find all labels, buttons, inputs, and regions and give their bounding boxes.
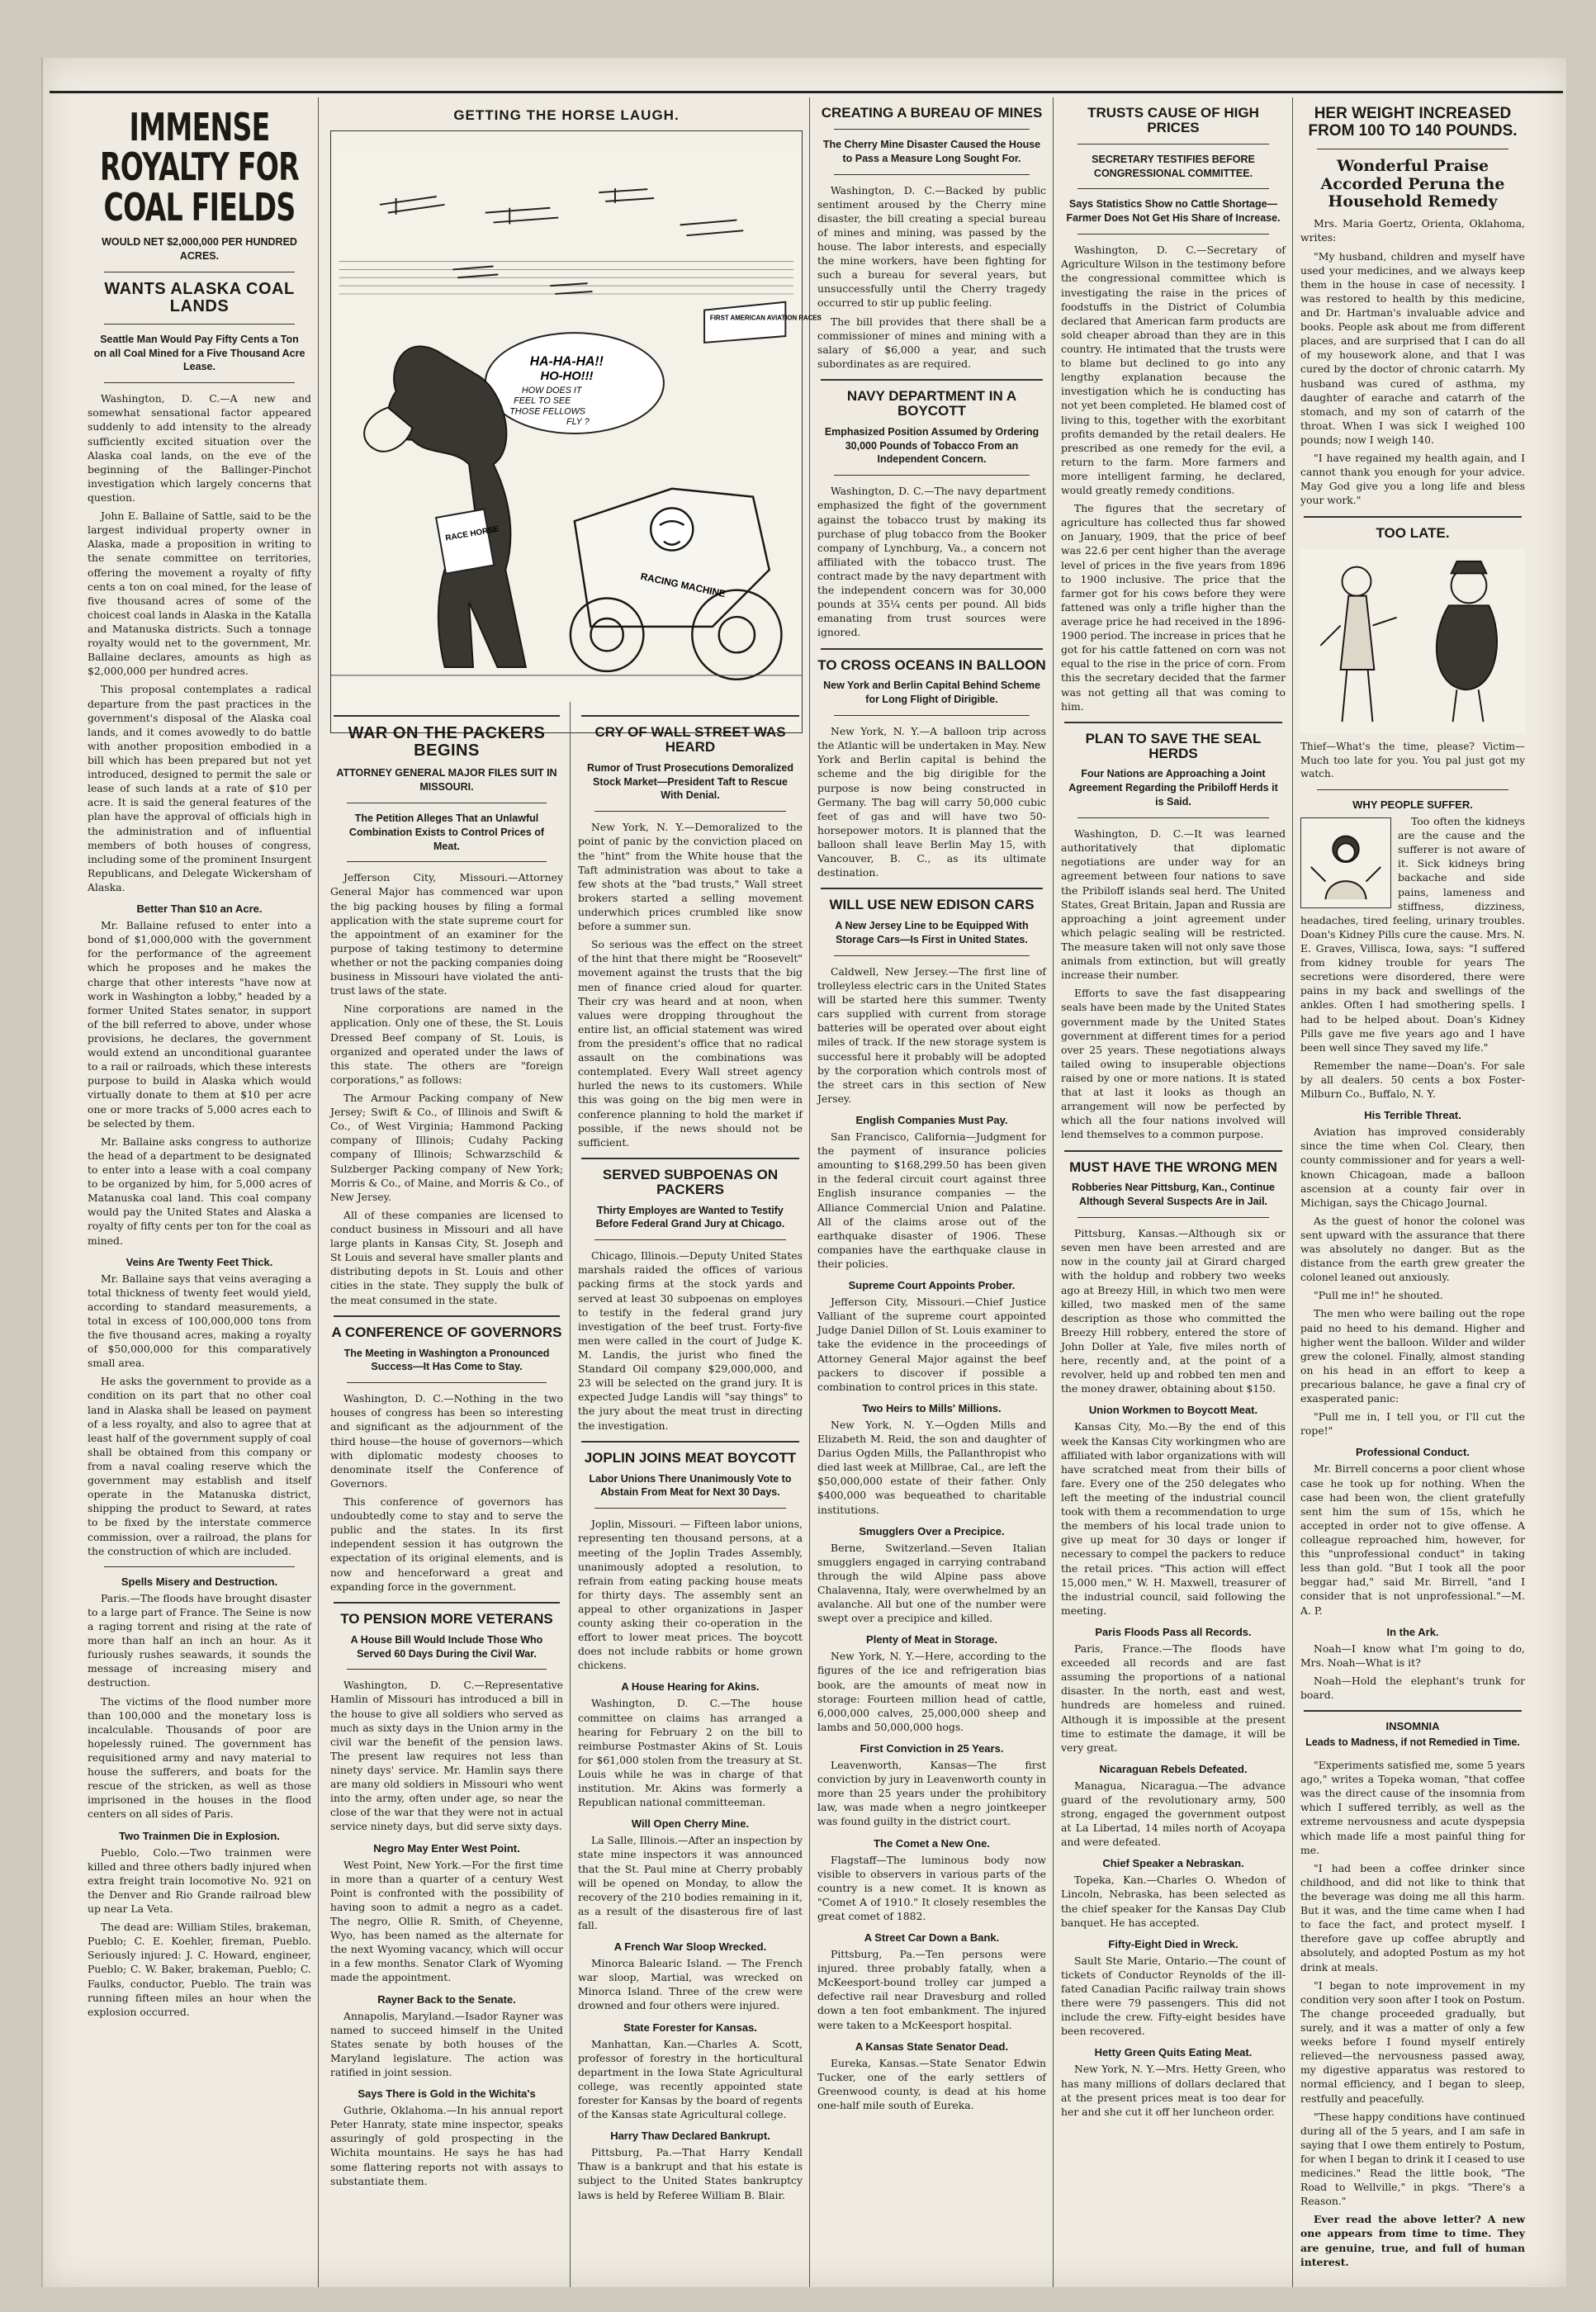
paragraph: So serious was the effect on the street of the hint that there might be "Roosevelt" movement against the trusts that the big men of finance cried aloud for quarter. Their cry was heard and at noon, when values were dropping throughout the entire list, an official statement was wired from the president's office that no radical assault on the combinations was contemplated. Every Wall street agency hurled the news to its customers. While this was going on the big men were in conference planning to hold the market if possible, if the news should not be sufficient.: [578, 938, 803, 1149]
paragraph: Topeka, Kan.—Charles O. Whedon of Lincoln, Nebraska, has been selected as the chief speaker for the Kansas Day Club banquet. He has accepted.: [1061, 1874, 1286, 1929]
paragraph: Washington, D. C.—Nothing in the two houses of congress has been so interesting and significant as the adjournment of the third house—the house of governors—which with diplomatic modesty chooses to denominate itself the Conference of Governors.: [330, 1392, 563, 1490]
headline-insomnia: INSOMNIA: [1385, 1720, 1440, 1733]
divider: [1077, 817, 1269, 818]
paragraph: John E. Ballaine of Sattle, said to be the largest individual property owner in Alaska, made a proposition in writing to the senate committee on territories, offering the movement a royalty of fifty cents a ton on coal mined, for the lease of five thousand acres of some of the choicest coal lands in Alaska in the Katalla and Matanuska districts. Such a tonnage royalty would net to the government, Mr. Ballaine declares, amounts as high as $2,000,000 per hundred acres.: [88, 509, 311, 678]
deck: The Petition Alleges That an Unlawful Combination Exists to Control Prices of Meat.: [348, 812, 545, 852]
paragraph: Ever read the above letter? A new one appears from time to time. They are genuine, true, and full of human interest.: [1300, 2213, 1525, 2268]
divider: [594, 1508, 786, 1509]
paragraph: Noah—I know what I'm going to do, Mrs. Noah—What is it?: [1300, 1642, 1525, 1669]
column-5: [1054, 97, 1292, 2287]
paragraph: Mr. Ballaine says that veins averaging a total thickness of twenty feet would yield, according to standard measurements, a total in excess of 100,000,000 tons from the five thousand acres, making a royalty of $50,000,000 for this comparatively small area.: [88, 1272, 311, 1370]
paragraph: Mr. Birrell concerns a poor client whose case he took up for nothing. When the case had been won, the client gratefully sent him the sum of 15s, which he accepted in order not to give offense. A colleague reproached him, however, for this "unprofessional conduct" in taking less than gold. "But I took all the poor beggar had," said Mr. Birrell, "and I consider that is not unprofessional."—M. A. P.: [1300, 1462, 1525, 1617]
paragraph: Kansas City, Mo.—By the end of this week the Kansas City workingmen who are affiliated with labor organizations with will have scratched meat from their bills of fare. Every one of the 250 delegates who left the meeting of the industrial council took with them a recommendation to urge the members of his local trade union to give up meat for 30 days or longer if necessary to compel the packers to reduce the retail prices. "This action will effect 15,000 men," W. H. Maxwell, treasurer of the industrial council, said following the meeting.: [1061, 1420, 1286, 1617]
paragraph: New York, N. Y.—Demoralized to the point of panic by the conviction placed on the "hint" from the White house that the Taft administration was about to take a few shots at the "bad trusts," Wall street brokers started a selling movement underwhich prices crumbled like snow before a summer sun.: [578, 821, 803, 933]
divider: [821, 888, 1043, 889]
subhead: The Comet a New One.: [874, 1836, 990, 1850]
divider: [581, 1441, 799, 1443]
subhead: First Conviction in 25 Years.: [860, 1741, 1004, 1755]
paragraph: "These happy conditions have continued during all of the 5 years, and I am safe in saying that I owe them entirely to Postum, for when I began to drink it I ceased to use medicines." Read the little book, "The Road to Wellville," in pkgs. "There's a Reason.": [1300, 2110, 1525, 2208]
headline-wrong-men: MUST HAVE THE WRONG MEN: [1069, 1158, 1277, 1175]
paragraph: Washington, D. C.—Representative Hamlin of Missouri has introduced a bill in the house to give all soldiers who served as much as sixty days in the Union army in the civil war the benefit of the pension laws. The present law requires not less than ninety days' service. Mr. Hamlin says there are many old soldiers in Missouri who went into the army, often under age, so near the close of the war that they were not in actual service ninety days, but did serve sixty days.: [330, 1679, 563, 1833]
subhead: Rayner Back to the Senate.: [377, 1992, 516, 2006]
paragraph: Washington, D. C.—It was learned authoritatively that diplomatic negotiations are under way for an agreement between four nations to save the Pribiloff islands seal herd. The United States, Great Britain, Japan and Russia are approaching a joint agreement under which pelagic sealing will be restricted. The measure taken will not only save those animals from extinction, but will greatly increase their number.: [1061, 827, 1286, 982]
paragraph: Washington, D. C.—The house committee on claims has arranged a hearing for February 2 on the bill to reimburse Postmaster Akins of St. Louis for $61,000 stolen from the treasury at St. Louis while he was in charge of that institution. Mr. Akins was formerly a Republican national committeeman.: [578, 1697, 803, 1809]
paragraph: Remember the name—Doan's. For sale by all dealers. 50 cents a box Foster-Milburn Co., Buffalo, N. Y.: [1300, 1059, 1525, 1101]
paragraph: Washington, D. C.—Secretary of Agriculture Wilson in the testimony before the congressional committee which is investigating the raise in the prices of foodstuffs in the District of Columbia declared that American farm products are sold cheaper abroad than they are in this country. He intimated that the trusts were to blame but declined to go into any lengthy explanation because the investigation which he is conducting has not yet been completed. He blamed cost of living to this, together with the exorbitant profits demanded by the retail dealers. He prescribed as one remedy for the evil, a return to the farm. More farmers and more intelligent farming, he declared, would greatly remedy conditions.: [1061, 244, 1286, 497]
divider: [347, 861, 547, 862]
speech-line: FLY ?: [566, 417, 590, 428]
paragraph: "My husband, children and myself have used your medicines, and we always keep them in the house in case of necessity. I was restored to health by this medicine, and Dr. Hartman's invaluable advice and books. People ask about me from different places, and are surprised that I can do all of my housework alone, and that I was cured by the doctor of chronic catarrh. My husband was cured of asthma, my daughter of earache and catarrh of the stomach, and my son of catarrh of the throat. When I was sick I weighed 100 pounds; now I weigh 140.: [1300, 249, 1525, 446]
headline-packers: WAR ON THE PACKERS BEGINS: [348, 724, 546, 760]
divider: [834, 129, 1030, 130]
column-rule: [570, 702, 571, 2287]
paragraph: The victims of the flood number more than 100,000 and the monetary loss is incalculable. Thousands of poor are hopelessly ruined. The government has requisitioned army and navy material to house the sufferers, and boats for the rescue of the stricken, as well as those imprisoned in the houses in the flood centers on all sides of Paris.: [88, 1694, 311, 1821]
deck: Emphasized Position Assumed by Ordering 30,000 Pounds of Tobacco From an Independent Concern.: [824, 425, 1040, 466]
deck: Says Statistics Show no Cattle Shortage—Farmer Does Not Get His Share of Increase.: [1066, 198, 1281, 225]
paragraph: "I began to note improvement in my condition very soon after I took on Postum. The change proceeded gradually, but surely, and it was a matter of only a few weeks before I found myself entirely relieved—the nervousness passed away, my digestive apparatus was restored to normal efficiency, and I began to sleep, restfully and peacefully.: [1300, 1978, 1525, 2105]
divider: [347, 1669, 547, 1670]
paragraph: "I have regained my health again, and I cannot thank you enough for your advice. May God give you a long life and bless your work.": [1300, 452, 1525, 507]
headline-why-suffer: WHY PEOPLE SUFFER.: [1352, 798, 1473, 811]
deck: New York and Berlin Capital Behind Scheme for Long Flight of Dirigible.: [823, 680, 1040, 706]
subhead: In the Ark.: [1386, 1625, 1439, 1638]
paragraph: "Experiments satisfied me, some 5 years ago," writes a Topeka woman, "that coffee was the direct cause of the insomnia from which I suffered terribly, as well as the extreme nervousness and acute dyspepsia which made life a most painful thing for me.: [1300, 1758, 1525, 1856]
paragraph: The figures that the secretary of agriculture has collected thus far showed on January, 1909, that the price of beef was 22.6 per cent higher than the average level of prices in the five years from 1896 to 1900 inclusive. The price that the farmer got for his cows before they were fattened was only a trifle higher than the average price he had received in the 1896-1900 period. The increase in prices that he got for his cattle fattened on corn was not equal to the rise in the price of corn. From this the secretary decided that the farmer was not getting all that was coming to him.: [1061, 502, 1286, 713]
deck: WOULD NET $2,000,000 PER HUNDRED ACRES.: [102, 235, 297, 262]
deck: The Cherry Mine Disaster Caused the House to Pass a Measure Long Sought For.: [822, 138, 1041, 164]
deck: Thirty Employes are Wanted to Testify Before Federal Grand Jury at Chicago.: [595, 1204, 785, 1230]
paragraph: All of these companies are licensed to conduct business in Missouri and all have large plants in Kansas City, St. Joseph and St Louis and several have smaller plants and distributing depots in St. Louis and other cities in the state. They supply the bulk of the meat consumed in the state.: [330, 1208, 563, 1306]
subhead: English Companies Must Pay.: [855, 1114, 1008, 1127]
paragraph: This proposal contemplates a radical departure from the past practices in the government's disposal of the Alaska coal lands, and it comes avowedly to do battle with another proposition embodied in a bill which has been prepared but not yet introduced, designed to permit the sale or lease of such lands at a rate of $10 per acre. It is said the general features of the plan have the approval of officials high in the administration and of influential members of both houses of congress, including some of the prominent Insurgent Republicans, and Delegate Wickersham of Alaska.: [88, 683, 311, 893]
paragraph: Efforts to save the fast disappearing seals have been made by the United States government made by the United States government at different times for a period over 25 years. These negotiations always tailed owing to insuperable objections raised by one or more nations. It is stated that at last it looks as though an arrangement will now be perfected by which all the four nations involved will lend themselves to a common purpose.: [1061, 987, 1286, 1141]
paragraph: The dead are: William Stiles, brakeman, Pueblo; C. E. Koehler, fireman, Pueblo. Seriously injured: J. C. Howard, engineer, Pueblo; C. W. Baker, brakeman, Pueblo; C. Faulks, conductor, Pueblo. The train was running fifteen miles an hour when the explosion occurred.: [88, 1921, 311, 2018]
subhead: Smugglers Over a Precipice.: [859, 1524, 1005, 1537]
divider: [594, 1239, 786, 1240]
paragraph: The Armour Packing company of New Jersey; Swift & Co., of Illinois and Swift & Co., of West Virginia; Hammond Packing company of Illinois; Cudahy Packing company of Illinois; Schwarzschild & Sulzberger Packing company of New York; Morris & Co., of Maine, and Morris & Co., of New Jersey.: [330, 1092, 564, 1203]
paragraph: Guthrie, Oklahoma.—In his annual report Peter Hanraty, state mine inspector, speaks assuringly of gold prospecting in the Wichita mountains. He says he has had some flattering reports not with assays to substantiate them.: [330, 2104, 563, 2187]
paragraph: New York, N. Y.—Mrs. Hetty Green, who has many millions of dollars declared that at the present prices meat is too dear for her and she cut it off her luncheon order.: [1061, 2063, 1286, 2118]
headline-trusts: TRUSTS CAUSE OF HIGH PRICES: [1087, 105, 1259, 135]
speech-line: THOSE FELLOWS: [509, 406, 586, 417]
paragraph: Mrs. Maria Goertz, Orienta, Oklahoma, writes:: [1300, 217, 1525, 244]
paragraph: Nine corporations are named in the application. Only one of these, the St. Louis Dressed Beef company of St. Louis, is organized and operated under the laws of this state. The others are "foreign corporations," as follows:: [330, 1002, 563, 1086]
subhead: Fifty-Eight Died in Wreck.: [1108, 1937, 1238, 1950]
speech-line: HA-HA-HA!!: [529, 354, 604, 369]
divider: [1077, 234, 1269, 235]
paragraph: Jefferson City, Missouri.—Chief Justice Valliant of the supreme court appointed Judge Daniel Dillon of St. Louis examiner to take the evidence in the proceedings of Attorney General Major against the beef packers to discover if possible a combination to control prices in this state.: [817, 1296, 1046, 1393]
deck: Robberies Near Pittsburg, Kan., Continue Although Several Suspects Are in Jail.: [1072, 1182, 1275, 1208]
divider: [104, 324, 295, 325]
subhead: Nicaraguan Rebels Defeated.: [1099, 1762, 1248, 1775]
paragraph: Pittsburg, Kansas.—Although six or seven men have been arrested and are now in the county jail at Girard charged with the holdup and robbery two weeks ago at Breezy Hill, in which two men were killed, two masked men of the same description as those who committed the Breezy Hill robbery, entered the store of John Doller at Yale, five miles north of here, recently and, at the point of a revolver, held up and robbed ten men and the money drawer, obtaining about $150.: [1061, 1227, 1286, 1395]
paragraph: Flagstaff—The luminous body now visible to observers in various parts of the country is a new comet. It is known as "Comet A of 1910." It closely resembles the great comet of 1882.: [817, 1853, 1046, 1922]
paragraph: He asks the government to provide as a condition on its part that no other coal land in Alaska shall be leased on payment of a less royalty, and also to agree that at least half of the government supply of coal shall be obtained from this company or from a naval coaling reserve which the government may establish and itself operate in the Matanuska district, shipping the product to Seward, at rates to be fixed by the interstate commerce commission, over a railroad, the plans for the construction of which are included.: [88, 1375, 311, 1557]
subhead: His Terrible Threat.: [1364, 1109, 1461, 1122]
divider: [334, 1315, 560, 1317]
divider: [1317, 789, 1508, 790]
horse-laugh-cartoon: [330, 130, 822, 733]
paragraph: Washington, D. C.—The navy department emphasized the fight of the government against the tobacco trust by making its purchase of plug tobacco from the Booker company of Lynchburg, Va., a concern not affiliated with the tobacco trust. The contract made by the navy department with the independent concern was for 30,000 pounds at 35¼ cents per pound. All bids emanating from trust sources were ignored.: [817, 485, 1046, 639]
paragraph: West Point, New York.—For the first time in more than a quarter of a century West Point is confronted with the possibility of having soon to admit a negro as a cadet. The negro, Ollie R. Smith, of Cheyenne, Wyo, has been named as the alternate for the next Wyoming vacancy, which will occur in a few months. Senator Clark of Wyoming made the appointment.: [330, 1858, 563, 1984]
headline-pension: TO PENSION MORE VETERANS: [340, 1610, 553, 1627]
subhead: Two Heirs to Mills' Millions.: [862, 1401, 1002, 1414]
divider: [1064, 1150, 1282, 1152]
divider: [1064, 722, 1282, 723]
subhead: A House Hearing for Akins.: [621, 1680, 760, 1694]
subhead: Plenty of Meat in Storage.: [866, 1633, 997, 1646]
paragraph: Paris, France.—The floods have exceeded all records and are fast assuming the proportions of a national disaster. In the north, east and west, hundreds are homeless and ruined. Although it is impossible at the present time to estimate the damage, it will be very great.: [1061, 1642, 1286, 1754]
divider: [1304, 1710, 1522, 1712]
divider: [821, 379, 1043, 381]
paragraph: Leavenworth, Kansas—The first conviction by jury in Leavenworth county in more than 25 years under the prohibitory law, was made when a negro jointkeeper was found guilty in the district court.: [817, 1758, 1046, 1828]
paragraph: "Pull me in!" he shouted.: [1314, 1289, 1443, 1302]
paragraph: Washington, D. C.—A new and somewhat sensational factor appeared suddenly to add intensity to the already sufficiently excited situation over the Alaska coal lands, on the eve of the beginning of the Ballinger-Pinchot investigation which largely concerns that question.: [88, 392, 311, 505]
subhead: Better Than $10 an Acre.: [136, 903, 263, 916]
paragraph: Chicago, Illinois.—Deputy United States marshals raided the offices of various packing firms at the stock yards and served at least 30 subpoenas on employes to testify in the federal grand jury investigation of the beef trust. Forty-five men were called in the court of Judge K. M. Landis, the jurist who fined the Standard Oil company $29,000,000, and 23 will be selected on the grand jury. It is expected Judge Landis will "say things" to the jury about the meat trust in directing the investigation.: [578, 1249, 803, 1432]
headline-peruna: Wonderful Praise Accorded Peruna the Household Remedy: [1320, 156, 1505, 211]
divider: [581, 715, 799, 717]
subhead: Says There is Gold in the Wichita's: [358, 2087, 536, 2101]
paragraph: Joplin, Missouri. — Fifteen labor unions, representing ten thousand persons, at a meeting of the Joplin Trades Assembly, unanimously adopted a resolution, to refrain from eating packing house meats for thirty days. The assembly sent an appeal to other organizations in Jasper county asking their co-operation in the effort to lower meat prices. The boycott does not include rabbits or home grown chickens.: [578, 1518, 803, 1672]
subhead: Chief Speaker a Nebraskan.: [1102, 1857, 1244, 1870]
headline-joplin: JOPLIN JOINS MEAT BOYCOTT: [584, 1449, 797, 1466]
woman-illustration: [1300, 817, 1391, 908]
headline-coal: IMMENSE ROYALTY FOR COAL FIELDS: [99, 105, 300, 230]
deck: The Meeting in Washington a Pronounced Success—It Has Come to Stay.: [343, 1347, 550, 1373]
paragraph: New York, N. Y.—Ogden Mills and Elizabeth M. Reid, the son and daughter of Darius Ogden Mills, the Pallanthropist who died last week at Millbrae, Cal., are left the $50,000,000 estate of their father. Only $400,000 was bequeathed to charitable institutions.: [817, 1418, 1046, 1516]
paragraph: New York, N. Y.—A balloon trip across the Atlantic will be undertaken in May. New York and Berlin capital is behind the scheme and the big dirigible for the purpose is now being constructed in Germany. The bag will carry 50,000 cubic feet of gas and will have two 50-horsepower motors. It is planned that the balloon shall leave Berlin May 15, with Vancouver, B. C., as its ultimate destination.: [817, 725, 1046, 879]
paragraph: Noah—Hold the elephant's trunk for board.: [1300, 1674, 1525, 1701]
speech-line: FEEL TO SEE: [514, 396, 571, 406]
column-1: [81, 97, 318, 2287]
column-rule: [809, 97, 810, 2287]
masthead-rule: [50, 91, 1563, 93]
paragraph: Eureka, Kansas.—State Senator Edwin Tucker, one of the early settlers of Greenwood county, is dead at his home one-half mile south of Eureka.: [817, 2056, 1046, 2112]
paragraph: San Francisco, California—Judgment for the payment of insurance policies amounting to $168,299.50 has been given in the federal circuit court against three English insurance companies — the Alliance Commercial Union and Palatine. All of the claims arose out of the earthquake disaster of 1906. These companies have the earthquake clause in their policies.: [817, 1130, 1046, 1270]
divider: [1077, 1217, 1269, 1218]
paragraph: "I had been a coffee drinker since childhood, and did not like to think that the beverage was doing me all this harm. But it was, and the time came when I had to face the fact, and protect myself. I therefore gave up coffee abruptly and absolutely, and adopted Postum as my hot drink at meals.: [1300, 1861, 1525, 1973]
headline-navy: NAVY DEPARTMENT IN A BOYCOTT: [846, 388, 1017, 419]
paragraph: Pittsburg, Pa.—Ten persons were injured. three probably fatally, when a McKeesport-bound trolley car jumped a defective rail near Dravesburg and rolled down a ten foot embankment. The injured were taken to a McKeesport hospital.: [817, 1948, 1046, 2031]
deck: Four Nations are Approaching a Joint Agreement Regarding the Pribiloff Herds it is Said.: [1068, 768, 1278, 808]
column-4: [811, 97, 1053, 2287]
subhead: Will Open Cherry Mine.: [631, 1817, 750, 1831]
paragraph: Paris.—The floods have brought disaster to a large part of France. The Seine is now a raging torrent and rising at the rate of more than half an inch an hour. As it furiously rushes seawards, it sounds the message of increasing misery and destruction.: [88, 1591, 311, 1689]
paragraph: Manhattan, Kan.—Charles A. Scott, professor of forestry in the horticultural department in the Iowa State Agricultural college, was recently appointed state forester for Kansas by the board of regents of the Kansas state Agricultural college.: [578, 2037, 803, 2121]
paragraph: As the guest of honor the colonel was sent upward with the assurance that there was absolutely no danger. But as the distance from the earth grew greater the colonel leaned out anxiously.: [1300, 1214, 1525, 1284]
headline-seal: PLAN TO SAVE THE SEAL HERDS: [1085, 730, 1262, 761]
divider: [821, 648, 1043, 650]
speech-line: HO-HO!!!: [540, 370, 594, 384]
horse-label: RACE HORSE: [444, 524, 500, 543]
subhead: Paris Floods Pass all Records.: [1095, 1625, 1252, 1638]
deck: A New Jersey Line to be Equipped With Storage Cars—Is First in United States.: [835, 920, 1029, 946]
divider: [1077, 188, 1269, 189]
banner-text: FIRST AMERICAN AVIATION RACES: [709, 314, 822, 322]
deck: Seattle Man Would Pay Fifty Cents a Ton on all Coal Mined for a Five Thousand Acre Lease.: [93, 333, 305, 373]
divider: [347, 1382, 547, 1383]
subhead: Negro May Enter West Point.: [373, 1841, 520, 1855]
deck: Labor Unions There Unanimously Vote to Abstain From Meat for Next 30 Days.: [589, 1472, 792, 1499]
subhead: Supreme Court Appoints Prober.: [848, 1279, 1016, 1292]
subhead: A French War Sloop Wrecked.: [613, 1940, 767, 1954]
paragraph: Mr. Ballaine refused to enter into a bond of $1,000,000 with the government for the performance of the agreement which he proposes and he makes the charge that other interests "have now at work in Washington a lobby," headed by a former United States senator, in support of the bill referred to above, under whose provisions, he declares, the government would extend an unconditional guarantee to a rail or railroads, which these interests purpose to build in Alaska which would virtually donate to them at $10 per acre one or more tracks of 5,000 acres each to be selected by them.: [88, 919, 311, 1130]
paragraph: Managua, Nicaragua.—The advance guard of the revolutionary army, 500 strong, engaged the government outpost at La Libertad, 14 miles north of Acoyapa and were defeated.: [1061, 1779, 1286, 1849]
headline-balloon: TO CROSS OCEANS IN BALLOON: [817, 656, 1046, 673]
deck: Leads to Madness, if not Remedied in Time.: [1305, 1736, 1520, 1749]
paragraph: Minorca Balearic Island. — The French war sloop, Martial, was wrecked on Minorca Island. Three of the crew were drowned and four others were injured.: [578, 1957, 803, 2012]
deck: A House Bill Would Include Those Who Served 60 Days During the Civil War.: [350, 1633, 543, 1660]
column-3: [571, 702, 809, 2287]
deck: SECRETARY TESTIFIES BEFORE CONGRESSIONAL COMMITTEE.: [1092, 153, 1255, 179]
paragraph: Pueblo, Colo.—Two trainmen were killed and three others badly injured when extra freight train locomotive No. 921 on the Denver and Rio Grande railroad blew up near La Veta.: [88, 1845, 311, 1915]
divider: [104, 1566, 295, 1567]
divider: [834, 955, 1030, 956]
paragraph: Sault Ste Marie, Ontario.—The count of tickets of Conductor Reynolds of the ill-fated Canadian Pacific railway train shows there were 79 passengers. This did not include the crew. Fifty-eight besides have been recovered.: [1061, 1954, 1286, 2038]
divider: [581, 1158, 799, 1159]
headline-bureau-mines: CREATING A BUREAU OF MINES: [821, 105, 1043, 121]
cartoon-title: GETTING THE HORSE LAUGH.: [453, 107, 680, 123]
column-rule: [318, 97, 319, 2287]
deck: Rumor of Trust Prosecutions Demoralized Stock Market—President Taft to Rescue With Denial.: [586, 761, 794, 802]
cartoon-caption: Thief—What's the time, please? Victim—Much too late for you. You pal just got my watch.: [1300, 741, 1525, 780]
paragraph: This conference of governors has undoubtedly come to stay and to serve the public and the states. In its first independent session it has outgrown the expectation of its original elements, and is now and henceforward a great and expanding force in the government.: [330, 1495, 563, 1593]
too-late-cartoon: [1300, 547, 1525, 737]
cartoon-title-too-late: TOO LATE.: [1376, 524, 1450, 541]
paragraph: Too often the kidneys are the cause and the sufferer is not aware of it. Sick kidneys bring backache and side pains, lameness and stiffness, dizziness, headaches, tired feeling, urinary troubles. Doan's Kidney Pills cure the cause. Mrs. N. E. Graves, Villisca, Iowa, says: "I suffered from kidney trouble for years The secretions were disordered, there were pains in my back and swellings of the ankles. Often I had smothering spells. I had to be helped about. Doan's Kidney Pills gave me five years ago and I have been well since They saved my life.": [1300, 814, 1525, 1054]
divider: [834, 174, 1030, 175]
subhead: A Street Car Down a Bank.: [864, 1931, 1000, 1945]
subhead: Harry Thaw Declared Bankrupt.: [610, 2130, 770, 2143]
subhead: A Kansas State Senator Dead.: [855, 2040, 1009, 2053]
headline-weight: HER WEIGHT INCREASED FROM 100 TO 140 POUNDS.: [1308, 105, 1518, 140]
paragraph: The bill provides that there shall be a commissioner of mines and mining with a salary of $6,000 a year, and such subordinates as are required.: [817, 315, 1046, 370]
paragraph: "Pull me in, I tell you, or I'll cut the rope!": [1300, 1410, 1525, 1438]
subhead: Veins Are Twenty Feet Thick.: [126, 1255, 273, 1268]
headline-edison: WILL USE NEW EDISON CARS: [829, 897, 1035, 913]
subhead: Union Workmen to Boycott Meat.: [1088, 1404, 1258, 1417]
deck: ATTORNEY GENERAL MAJOR FILES SUIT IN MISSOURI.: [336, 767, 557, 793]
subhead: State Forester for Kansas.: [623, 2021, 757, 2034]
column-rule: [1292, 97, 1293, 2287]
headline-alaska: WANTS ALASKA COAL LANDS: [104, 279, 295, 315]
paragraph: Berne, Switzerland.—Seven Italian smugglers engaged in carrying contraband through the wild Alpine pass above Chalavenna, Italy, were overwhelmed by an avalanche. All but one of the number were swept over a precipice and killed.: [817, 1541, 1046, 1625]
paragraph: Washington, D. C.—Backed by public sentiment aroused by the Cherry mine disaster, the bill creating a special bureau of mines and mining, was passed by the house. The labor interests, and especially the mine workers, have been fighting for such a bureau for several years, but unsuccessfully until the Cherry tragedy occurred to stir up public feeling.: [817, 183, 1046, 310]
divider: [834, 715, 1030, 716]
divider: [334, 1602, 560, 1604]
subhead: Spells Misery and Destruction.: [121, 1575, 278, 1588]
divider: [834, 475, 1030, 476]
divider: [104, 382, 295, 383]
speech-line: HOW DOES IT: [521, 385, 582, 396]
subhead: Professional Conduct.: [1356, 1446, 1470, 1459]
machine-label: RACING MACHINE: [639, 571, 727, 600]
paragraph: La Salle, Illinois.—After an inspection by state mine inspectors it was announced that the St. Paul mine at Cherry probably will be opened on Monday, to allow the recovery of the 210 bodies remaining in it, as a result of the disasterous fire of last fall.: [578, 1834, 803, 1932]
subhead: Hetty Green Quits Eating Meat.: [1094, 2046, 1253, 2059]
paragraph: New York, N. Y.—Here, according to the figures of the ice and refrigeration bias book, are the amounts of meat now in storage: Fourteen million head of cattle, 6,000,000 calves, 25,000,000 sheep and lambs and 50,000,000 hogs.: [817, 1650, 1046, 1733]
paragraph: Pittsburg, Pa.—That Harry Kendall Thaw is a bankrupt and that his estate is subject to the United States bankruptcy laws is held by Referee William B. Blair.: [578, 2146, 803, 2201]
headline-governors: A CONFERENCE OF GOVERNORS: [331, 1324, 562, 1340]
headline-subpoenas: SERVED SUBPOENAS ON PACKERS: [602, 1166, 779, 1197]
paragraph: Annapolis, Maryland.—Isador Rayner was named to succeed himself in the United States senate by both houses of the Maryland legislature. The action was ratified in joint session.: [330, 2009, 563, 2078]
paragraph: Caldwell, New Jersey.—The first line of trolleyless electric cars in the United States will be started here this summer. Twenty cars supplied with current from storage batteries will be operated over about eight miles of track. If the new storage system is successful here it probably will be adopted by the corporation which controls most of the street cars in this section of New Jersey.: [817, 964, 1046, 1105]
column-rule: [1053, 97, 1054, 2287]
cartoon-block: [324, 97, 822, 708]
divider: [334, 715, 560, 717]
paragraph: Mr. Ballaine asks congress to authorize the head of a department to be designated to enter into a lease with a coal company to be organized by him, for 5,000 acres of Matanuska coal land. This coal company would pay the United States and Alaska a royalty of fifty cents per ton for the coal as mined.: [88, 1135, 311, 1247]
paragraph: Aviation has improved considerably since the time when Col. Cleary, then county commissioner and for years a well-known Chicagoan, made a balloon ascension at a county fair over in Michigan, says the Chicago Journal.: [1300, 1125, 1525, 1209]
column-2a: [324, 702, 570, 2287]
divider: [594, 811, 786, 812]
column-6: [1294, 97, 1532, 2287]
subhead: Two Trainmen Die in Explosion.: [119, 1829, 280, 1842]
divider: [1304, 516, 1522, 518]
paragraph: The men who were bailing out the rope paid no heed to his demand. Higher and higher went the balloon. Wilder and wilder grew the colonel. Finally, almost standing on his head in an effort to keep a precarious balance, he gave a final cry of exasperated panic:: [1300, 1307, 1525, 1405]
paragraph: Jefferson City, Missouri.—Attorney General Major has commenced war upon the big packing houses by filing a formal application with the state supreme court for the appointment of an examiner for the purpose of taking testimony to determine whether or not the packing companies doing business in Missouri have violated the anti-trust laws of the state.: [330, 871, 563, 997]
headline-wall-street: CRY OF WALL STREET WAS HEARD: [594, 724, 786, 755]
